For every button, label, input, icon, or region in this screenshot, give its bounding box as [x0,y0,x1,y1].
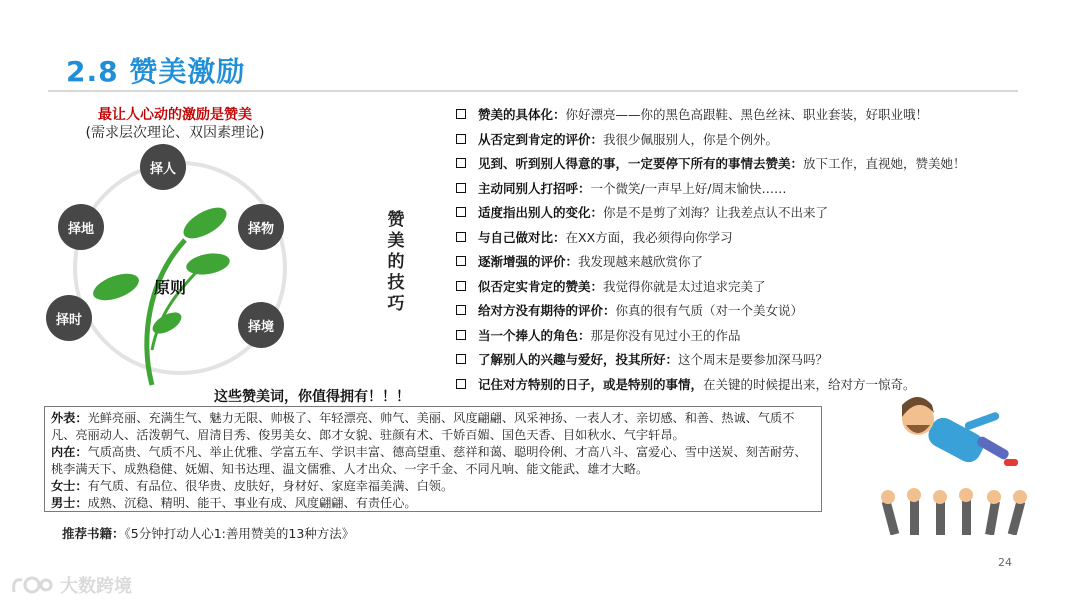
list-item: 给对方没有期待的评价： 你真的很有气质（对一个美女说） [456,298,1056,323]
principle-ring [40,140,340,390]
recommended-book: 推荐书籍：《5分钟打动人心1:善用赞美的13种方法》 [62,526,355,541]
checkbox-bullet-icon [456,109,466,119]
title-divider [48,90,1018,92]
lead-heading: 最让人心动的激励是赞美 [98,107,252,123]
checkbox-bullet-icon [456,232,466,242]
checkbox-bullet-icon [456,158,466,168]
praise-words-men: 男士：成熟、沉稳、精明、能干、事业有成、风度翩翩、有责任心。 [51,496,417,510]
praise-heading: 这些赞美词，你值得拥有！！！ [214,389,410,405]
checkbox-bullet-icon [456,207,466,217]
checkbox-bullet-icon [456,330,466,340]
leaf-icon [90,268,143,305]
logo-text: 大数跨境 [60,576,132,597]
praise-words-box [44,406,822,512]
vertical-label: 赞 美 的 技 巧 [387,210,405,314]
brand-logo [10,572,132,598]
lead-subtitle: (需求层次理论、双因素理论) [85,125,265,141]
checkbox-bullet-icon [456,134,466,144]
celebration-illustration [880,395,1030,535]
checkbox-bullet-icon [456,305,466,315]
logo-icon [10,574,54,596]
node-choose-environment: 择境 [238,302,284,348]
checkbox-bullet-icon [456,183,466,193]
list-item: 见到、听到别人得意的事，一定要停下所有的事情去赞美： 放下工作，直视她，赞美她！ [456,151,1056,176]
praise-words-women: 女士：有气质、有品位、很华贵、皮肤好，身材好、家庭幸福美满、白领。 [51,479,454,493]
praise-words-inner: 内在：气质高贵、气质不凡、举止优雅、学富五车、学识丰富、德高望重、慈祥和蔼、聪明伶俐、才高八斗、富爱心、雪中送炭、刻苦耐劳、桃李满天下、成熟稳健、妩媚、知书达理、温文儒雅、人才出众、一字千金、不同凡响、能文能武、雄才大略。 [51,445,807,476]
page-number: 24 [998,556,1012,569]
praise-words-appearance: 外表：光鲜亮丽、充满生气、魅力无限、帅极了、年轻漂亮、帅气、美丽、风度翩翩、风采神扬、一表人才、亲切感、和善、热诚、气质不凡、亮丽动人、活泼朝气、眉清目秀、俊男美女、郎才女貌、驻颜有术、千娇百媚、国色天香、目如秋水、气宇轩昂。 [51,411,795,442]
leaf-icon [179,201,232,244]
list-item: 记住对方特别的日子，或是特别的事情， 在关键的时候提出来，给对方一惊奇。 [456,372,1056,397]
list-item: 从否定到肯定的评价： 我很少佩服别人，你是个例外。 [456,127,1056,152]
list-item: 适度指出别人的变化： 你是不是剪了刘海？让我差点认不出来了 [456,200,1056,225]
checkbox-bullet-icon [456,354,466,364]
principle-diagram [40,140,340,390]
list-item: 主动同别人打招呼： 一个微笑/一声早上好/周末愉快…… [456,176,1056,201]
list-item: 赞美的具体化： 你好漂亮——你的黑色高跟鞋、黑色丝袜、职业套装，好职业哦！ [456,102,1056,127]
checkbox-bullet-icon [456,281,466,291]
node-choose-time: 择时 [46,295,92,341]
checkbox-bullet-icon [456,256,466,266]
node-choose-person: 择人 [140,144,186,190]
node-choose-object: 择物 [238,204,284,250]
checkbox-bullet-icon [456,379,466,389]
leaf-icon [185,250,232,277]
list-item: 逐渐增强的评价： 我发现越来越欣赏你了 [456,249,1056,274]
list-item: 了解别人的兴趣与爱好，投其所好： 这个周末是要参加深马吗？ [456,347,1056,372]
list-item: 似否定实肯定的赞美： 我觉得你就是太过追求完美了 [456,274,1056,299]
node-choose-place: 择地 [58,204,104,250]
page-title: 2.8 赞美激励 [66,55,246,88]
tips-list [456,102,1056,396]
core-principle-label: 原则 [154,278,187,297]
list-item: 当一个捧人的角色： 那是你没有见过小王的作品 [456,323,1056,348]
list-item: 与自己做对比： 在XX方面，我必须得向你学习 [456,225,1056,250]
